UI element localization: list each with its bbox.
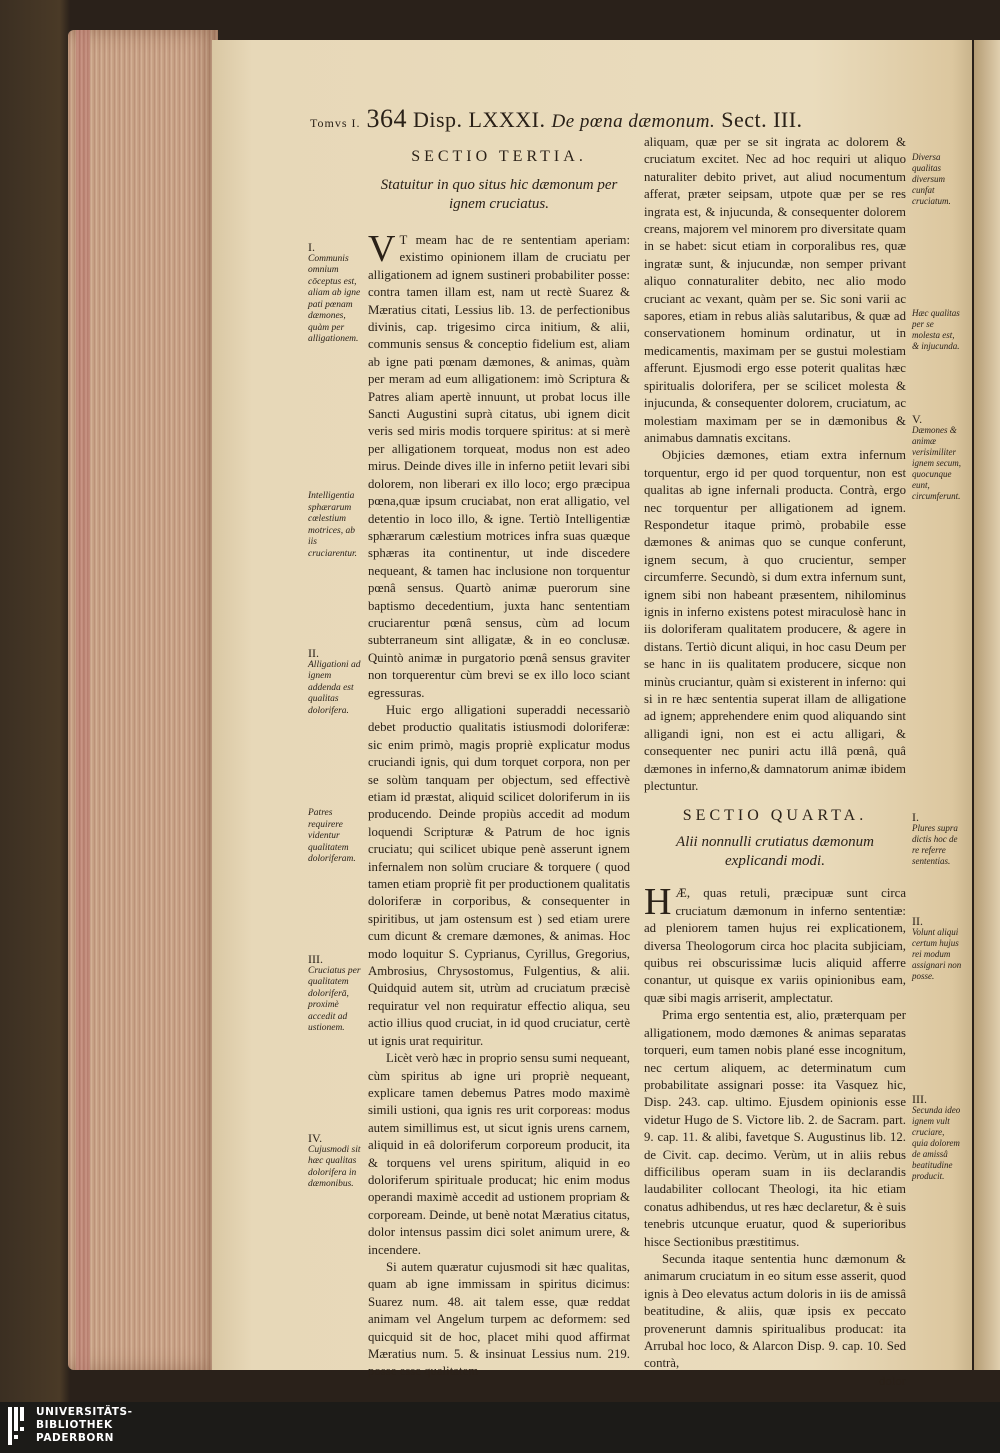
tomus-label: Tomvs I. — [310, 116, 361, 130]
right-text-2 — [644, 881, 906, 1372]
paragraph: Secunda itaque sententia hunc dæmonum & animarum cruciatum in eo situm esse asserit, quod ignis à Deo elevatus actum doloris in iis de amissâ beatitudine, & aliis, quæ ipsis ex peccato provenerunt damnis spiritualibus producat: ita Arrubal hoc loco, & Alarcon Disp. 9. cap. 10. Sed contrà, — [644, 1251, 906, 1371]
left-margin-note-4: Patres requirere videntur qualitatem doloriferam. — [308, 808, 356, 864]
paragraph: aliquam, quæ per se sit ingrata ac dolorem & cruciatum excitet. Nec ad hoc requiri ut aliquo naturaliter debito privet, aut aliud nocumentum afferat, præter seipsam, utpote quæ per se res ingrata est, & injucunda, & consequenter dolorem creans, majorem vel minorem pro diversitate quam in se habet: sicut etiam in corporalibus res, quæ ingratæ sunt, & injucundæ, non semper privant aliquo connaturaliter debito, nec alio modo cruciant ac vexant, quàm per se. Sic soni varii ac sapores, etiam in rebus aliàs salutaribus, & quæ ad conservationem hominum ordinatur, ut in medicamentis, maximam per se gustui molestiam afferunt. Ejusmodi ergo esse poterit qualitas hæc spiritualis dolorifera, per se scilicet molesta & injucunda, & consequenter dolorem, cruciatum, ac molestiam maximam per se in dæmonibus & animabus damnatis excitans. — [644, 135, 906, 445]
library-footer-bar — [0, 1402, 1000, 1453]
right-text — [644, 134, 906, 795]
paragraph: Objicies dæmones, etiam extra infernum torquentur, ergo id per quod torquentur, non est qualitas ab igne infernali producta. Contrà, ergo nec torquentur per alligationem ad ignem. Respondetur itaque primò, probabile esse dæmones & animas quo se cunque conferunt, ignem secum, à quo crucientur, semper circumferre. Secundò, si dum extra infernum sunt, ignem sibi non habeant præsentem, nihilominus ignis in inferno existens potest miraculosè hanc in iis doloriferam qualitatem producere, & agere in distans. Tertiò dicunt aliqui, in hoc casu Deum per se hanc in iis qualitatem producere, sicque non minùs cruciantur, quàm si existerent in inferno: qui si in re hæc sententia superat illam de alligatione ad ignem; apprehendere enim quod aliquando sint alligandi igni, non est ei actu alligari, & consequenter nec puniri actu illâ pœnâ, quâ dæmones in inferno,& damnatorum animæ ibidem plectuntur. — [644, 448, 906, 794]
section-title-tertia: SECTIO TERTIA. — [411, 148, 587, 165]
right-column — [644, 134, 906, 1390]
paragraph: H Æ, quas retuli, præcipuæ sunt circa cruciatum dæmonum in inferno sententiæ: ad pleniorem tamen hujus rei explicationem, diversa Theologorum circa hoc placita subjiciam, quibus rei obscurissimæ lucis aliquid afferre conantur, ut quisque ex variis opinionibus eam, quæ sibi magis arriserit, amplectatur. — [644, 881, 906, 1005]
next-page-edge — [974, 40, 1000, 1370]
left-text — [368, 228, 630, 1381]
running-header — [310, 104, 803, 134]
left-margin-note-2: Intelligentia sphærarum cœlestium motrices, ab iis cruciarentur. — [308, 491, 357, 559]
right-margin-note-4: I. Plures supra dictis hoc de re referre sententias. — [912, 810, 958, 866]
drop-cap: H — [644, 881, 672, 924]
section-label: Sect. III. — [721, 107, 803, 132]
section-subtitle-quarta: Alii nonnulli crutiatus dæmonum explicandi modi. — [676, 834, 874, 870]
paragraph: Licèt verò hæc in proprio sensu sumi nequeant, cùm spiritus ab igne uri propriè nequeant, explicare tamen debemus Patres modo maximè simili ustioni, qua ignis res urit corporeas: modus autem simillimus est, ut sicut ignis urens carnem, aliquid in eâ doloriferum corporeum producit, ita & torquens vel urens spiritum, aliquid in eo doloriferum spirituale producat; hic enim modus operandi maximè accedit ad ustionem propriam & corpoream. Deinde, ut benè notat Mæratius citatus, dolor intensus passim dici solet animum urere, & incendere. — [368, 1051, 630, 1257]
drop-cap: V — [368, 228, 396, 270]
paragraph: Si autem quæratur cujusmodi sit hæc qualitas, quam ab igne immissam in spiritus dicimus: Suarez num. 48. ait talem esse, quæ reddat animam vel Angelum turpem ac deformem: sed quicquid sit de hoc, placet mihi quod affirmat Mæratius num. 5. & insinuat Lessius num. 219. posse esse qualitatem — [368, 1259, 630, 1379]
right-margin-note-5: II. Volunt aliqui certum hujus rei modum assignari non posse. — [912, 914, 962, 981]
left-margin-note-3: II. Alligationi ad ignem addenda est qualitas dolorifera. — [308, 646, 361, 716]
left-margin-note-1: I. Communis omnium cōceptus est, aliam ab igne pati pœnam dæmones, quàm per alligationem. — [308, 240, 361, 344]
paragraph: V T meam hac de re sententiam aperiam: existimo opinionem illam de cruciatu per alligationem ad ignem sustineri probabiliter posse: contra tamen illam est, nam ut rectè Suarez & Mæratius citati, Lessius lib. 13. de perfectionibus divinis, cap. trigesimo circa initium, & alii, communis sensus & conceptio fidelium est, aliam ab igne pati pœnam dæmones, & animas, quàm per meram ad eum alligationem: imò Scriptura & Patres aliam apertè innuunt, ut probat locus ille Sancti Augustini suprà citatus, ubi ignem dicit veris sed miris modis torquere spiritus: at si merè per alligationem torqueat, modus non est adeo mirus. Deinde dives ille in inferno petiit levari sibi dolorem, non liberari ex illo loco; ergo præcipua pœna,quæ ipsum cruciabat, non erat alligatio, vel detentio in loco illo, & igne. Tertiò Intelligentiæ sphærarum cælestium motrices infra suas quæque sphæras ita continentur, ut inde discedere nequeant, & tamen hac inclusione non torquentur pœnâ sensus. Quartò animæ puerorum sine baptismo decedentium, juxta hanc sententiam cruciarentur pœnâ sensus, cùm ad locum subterraneum sint alligatæ, & in eo conclusæ. Quintò animæ in purgatorio pœnâ sensus graviter non torquerentur cùm brevi se ex illo loco sciant egressuras. — [368, 228, 630, 700]
section-title-quarta: SECTIO QUARTA. — [682, 807, 868, 825]
page-number: 364 — [366, 104, 407, 133]
right-margin-note-1: Diversa qualitas diversum cunfat cruciatum. — [912, 152, 951, 206]
right-margin-note-2: Hæc qualitas per se molesta est, & injucunda. — [912, 308, 960, 351]
right-margin-note-6: III. Secunda ideo ignem vult cruciare, quia dolorem de amissâ beatitudine producit. — [912, 1092, 961, 1181]
left-column — [368, 148, 630, 1381]
disputation-label: Disp. LXXXI. — [413, 107, 546, 132]
library-logo-icon — [6, 1405, 30, 1447]
paragraph: Huic ergo alligationi superaddi necessariò debet productio qualitatis istiusmodi doloriferæ: sic enim primò, magis propriè explicatur modus cruciandi ignis, qui dum torquet corpora, non per se solùm tanquam per objectum, sed effectivè etiam id præstat, aliquid scilicet doloriferum in iis producendo. Deinde propiùs accedit ad modum loquendi Scripturæ & Patrum de hoc ignis cruciatu; qui scilicet ubique penè asserunt ignem infernalem non solùm cruciare & torquere ( quod tamen etiam propriè fit per productionem qualitatis doloriferæ in corporibus, & consequenter in spiritibus, ut jam ostensum est ) sed etiam urere cum dicunt & cremare dæmones, & animas. Hoc modo loquitur S. Cyprianus, Cyrillus, Gregorius, Ambrosius, Chrysostomus, Fulgentius, & alii. Quidquid autem sit, utrùm ad cruciatum præcisè requiratur vel non requiratur effectio aliqua, seu actio illius quod cruciat, in id quod cruciatur, certè ut ignis urat requiritur. — [368, 702, 630, 1048]
library-name: UNIVERSITÄTS- BIBLIOTHEK PADERBORN — [36, 1406, 133, 1444]
right-margin-note-3: V. Dæmones & animæ verisimiliter ignem secum, quocunque eunt, circumferunt. — [912, 412, 961, 501]
topic-label: De pœna dæmonum. — [551, 111, 716, 132]
left-margin-note-6: IV. Cujusmodi sit hæc qualitas dolorifera in dæmonibus. — [308, 1131, 361, 1189]
catchword: dolor — [878, 1373, 906, 1388]
page-edges — [68, 30, 218, 1370]
paragraph: Prima ergo sententia est, alio, præterquam per alligationem, modo dæmones & animas separatas torqueri, eum tamen nobis plané esse incognitum, nec certum aliquem, ac determinatum cum probabilitate assignari posse: ita Vasquez hic, Disp. 243. cap. ultimo. Ejusdem opinionis esse videtur Hugo de S. Victore lib. 2. de Sacram. part. 9. cap. 11. & alibi, favetque S. Augustinus lib. 12. de Civit. cap. decimo. Verùm, ut in aliis rebus difficilibus operam suam in iis declarandis laudabiliter collocant Theologi, ita hic etiam conatus adhibendus, ut res hæc declaretur, & è suis tenebris utcunque eruatur, quod & superioribus hisce Sectionibus præstitimus. — [644, 1008, 906, 1249]
left-margin-note-5: III. Cruciatus per qualitatem doloriferā, proximè accedit ad ustionem. — [308, 952, 361, 1033]
section-subtitle-tertia: Statuitur in quo situs hic dæmonum per ignem cruciatus. — [380, 177, 618, 212]
